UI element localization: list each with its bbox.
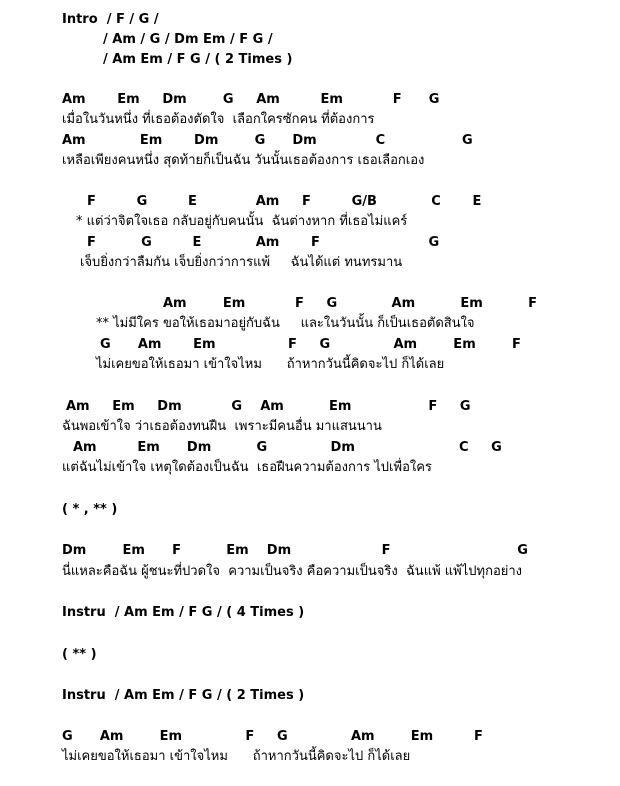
repeat-marker-2: ( ** ): [62, 647, 97, 662]
chorus1-lyrics-1: * แต่ว่าจิตใจเธอ กลับอยู่กับคนนั้น ฉันต่างหาก ที่เธอไม่แคร์: [76, 214, 408, 229]
chorus1-chords-2: F G E Am F G: [87, 235, 440, 250]
chorus2-chords-2: G Am Em F G Am Em F: [100, 337, 521, 352]
verse2-chords-2: Am Em Dm G Dm C G: [73, 440, 502, 455]
outro-chords: G Am Em F G Am Em F: [62, 729, 483, 744]
intro-line-2: / Am / G / Dm Em / F G /: [103, 32, 273, 47]
chorus1-chords-1: F G E Am F G/B C E: [87, 194, 482, 209]
verse1-lyrics-1: เมื่อในวันหนึ่ง ที่เธอต้องตัดใจ เลือกใครซักคน ที่ต้องการ: [62, 112, 375, 127]
verse2-chords-1: Am Em Dm G Am Em F G: [66, 399, 471, 414]
verse1-chords-1: Am Em Dm G Am Em F G: [62, 92, 440, 107]
outro-lyrics: ไม่เคยขอให้เธอมา เข้าใจไหม ถ้าหากวันนี้คิดจะไป ก็ได้เลย: [62, 749, 411, 764]
verse2-lyrics-1: ฉันพอเข้าใจ ว่าเธอต้องทนฝืน เพราะมีคนอื่น มาแสนนาน: [62, 419, 382, 434]
chorus2-chords-1: Am Em F G Am Em F: [163, 296, 537, 311]
verse2-lyrics-2: แต่ฉันไม่เข้าใจ เหตุใดต้องเป็นฉัน เธอฝืนความต้องการ ไปเพื่อใคร: [62, 460, 432, 475]
repeat-marker-1: ( * , ** ): [62, 502, 118, 517]
chorus1-lyrics-2: เจ็บยิ่งกว่าลืมกัน เจ็บยิ่งกว่าการแพ้ ฉันได้แต่ ทนทรมาน: [80, 255, 403, 270]
bridge-chords: Dm Em F Em Dm F G: [62, 543, 528, 558]
verse1-lyrics-2: เหลือเพียงคนหนึ่ง สุดท้ายก็เป็นฉัน วันนั้นเธอต้องการ เธอเลือกเอง: [62, 153, 425, 168]
verse1-chords-2: Am Em Dm G Dm C G: [62, 133, 473, 148]
bridge-lyrics: นี่แหละคือฉัน ผู้ชนะที่ปวดใจ ความเป็นจริง คือความเป็นจริง ฉันแพ้ แพ้ไปทุกอย่าง: [62, 564, 523, 579]
intro-line-1: Intro / F / G /: [62, 12, 159, 27]
chorus2-lyrics-2: ไม่เคยขอให้เธอมา เข้าใจไหม ถ้าหากวันนี้คิดจะไป ก็ได้เลย: [96, 357, 445, 372]
intro-line-3: / Am Em / F G / ( 2 Times ): [103, 52, 293, 67]
instru-line-1: Instru / Am Em / F G / ( 4 Times ): [62, 605, 305, 620]
chorus2-lyrics-1: ** ไม่มีใคร ขอให้เธอมาอยู่กับฉัน และในวันนั้น ก็เป็นเธอตัดสินใจ: [96, 316, 475, 331]
instru-line-2: Instru / Am Em / F G / ( 2 Times ): [62, 688, 305, 703]
